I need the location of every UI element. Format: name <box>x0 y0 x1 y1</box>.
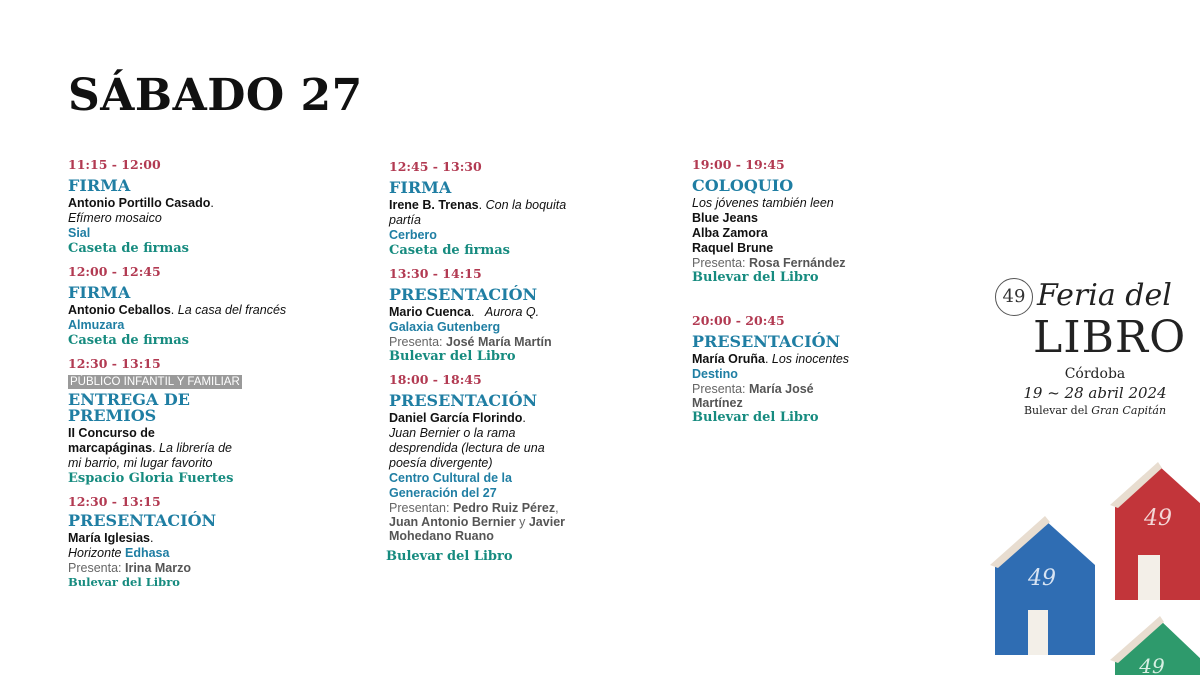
presenter-label: Presenta: <box>389 335 443 349</box>
event-place: Bulevar del Libro <box>68 575 180 589</box>
event-item <box>68 157 308 256</box>
publisher: Almuzara <box>68 318 125 332</box>
event-place: Caseta de firmas <box>389 243 510 258</box>
event-time: 11:15 - 12:00 <box>68 157 161 172</box>
event-time: 19:00 - 19:45 <box>692 157 785 172</box>
event-item <box>692 313 862 425</box>
house-number: 49 <box>1144 506 1172 531</box>
publisher: Sial <box>68 226 91 240</box>
venue-name: Gran Capitán <box>1091 404 1167 417</box>
schedule-column-3 <box>692 157 862 435</box>
event-type: PRESENTACIÓN <box>389 391 538 410</box>
page-title: SÁBADO 27 <box>68 70 363 121</box>
event-place: Caseta de firmas <box>68 241 189 256</box>
work-title: Horizonte <box>68 546 122 560</box>
event-item <box>389 266 569 364</box>
separator: . <box>478 198 483 212</box>
presenter-line <box>692 256 862 270</box>
separator: . <box>210 196 214 210</box>
event-description <box>389 198 569 243</box>
event-time: 12:30 - 13:15 <box>68 494 161 509</box>
event-place: Bulevar del Libro <box>386 549 513 564</box>
event-description <box>68 531 308 561</box>
work-title: Los inocentes <box>771 352 850 366</box>
blue-book-house <box>990 516 1095 655</box>
participant-name: Blue Jeans <box>692 211 759 225</box>
event-item <box>68 494 308 590</box>
event-description <box>389 305 569 335</box>
event-time: 18:00 - 18:45 <box>389 372 482 387</box>
author-name: Antonio Ceballos <box>68 303 171 317</box>
event-time: 13:30 - 14:15 <box>389 266 482 281</box>
event-time: 12:30 - 13:15 <box>68 356 161 371</box>
separator: . <box>764 352 769 366</box>
publisher: Galaxia Gutenberg <box>389 320 501 334</box>
house-number: 49 <box>1028 566 1056 591</box>
logo-feria-text: Feria del <box>1037 278 1172 313</box>
presenter-label: Presentan: <box>389 501 450 515</box>
conjunction: y <box>519 515 526 529</box>
event-item <box>386 372 569 564</box>
separator: . <box>152 441 156 455</box>
author-name: María Iglesias <box>68 531 150 545</box>
event-item <box>692 157 862 285</box>
work-title: Aurora Q. <box>484 305 540 319</box>
presenter-name: Rosa Fernández <box>749 256 846 270</box>
presenter-name: Juan Antonio Bernier <box>389 515 516 529</box>
event-item <box>389 159 569 258</box>
separator: , <box>555 501 559 515</box>
work-title: Con la boquita partía <box>389 198 567 227</box>
event-time: 12:00 - 12:45 <box>68 264 161 279</box>
event-description <box>68 196 308 241</box>
event-description <box>692 352 862 382</box>
green-book-house <box>1110 616 1200 675</box>
event-type: COLOQUIO <box>692 176 794 195</box>
event-time: 12:45 - 13:30 <box>389 159 482 174</box>
participant-name: Raquel Brune <box>692 241 774 255</box>
event-description <box>68 303 308 333</box>
work-title: Efímero mosaico <box>68 211 162 225</box>
event-type: FIRMA <box>68 283 131 302</box>
presenter-line <box>389 501 569 543</box>
event-type: FIRMA <box>68 176 131 195</box>
event-type: PRESENTACIÓN <box>692 332 841 351</box>
presenter-line <box>68 561 308 575</box>
presenter-line <box>389 335 569 349</box>
publisher: Cerbero <box>389 228 437 242</box>
event-place: Caseta de firmas <box>68 333 189 348</box>
event-item <box>68 264 308 348</box>
work-title: Juan Bernier o la rama desprendida (lectura de una poesía divergente) <box>389 426 545 470</box>
participant-name: Alba Zamora <box>692 226 768 240</box>
event-description <box>389 411 569 501</box>
event-theme: Los jóvenes también leen <box>692 196 834 210</box>
presenter-name: Irina Marzo <box>125 561 191 575</box>
edition-number-badge: 49 <box>995 278 1033 316</box>
presenter-label: Presenta: <box>692 382 746 396</box>
publisher: Edhasa <box>124 546 170 560</box>
event-description <box>68 426 243 471</box>
event-place: Bulevar del Libro <box>692 270 819 285</box>
publisher: Destino <box>692 367 738 381</box>
author-name: Mario Cuenca <box>389 305 471 319</box>
event-place: Bulevar del Libro <box>389 349 516 364</box>
event-type: FIRMA <box>389 178 452 197</box>
presenter-name: Javier Mohedano Ruano <box>389 515 566 543</box>
work-title: La librería de mi barrio, mi lugar favorito <box>68 441 233 470</box>
schedule-column-2 <box>386 159 569 574</box>
event-type: PRESENTACIÓN <box>68 511 217 530</box>
contest-name: II Concurso de marcapáginas <box>68 426 155 455</box>
event-item <box>68 356 308 486</box>
separator: . <box>470 305 475 319</box>
house-number: 49 <box>1139 654 1165 675</box>
event-type: ENTREGA DE PREMIOS <box>68 390 190 425</box>
event-time: 20:00 - 20:45 <box>692 313 785 328</box>
author-name: Antonio Portillo Casado <box>68 196 211 210</box>
separator: . <box>150 531 154 545</box>
author-name: Daniel García Florindo <box>389 411 523 425</box>
schedule-column-1 <box>68 157 308 600</box>
book-houses-illustration <box>990 460 1200 675</box>
presenter-label: Presenta: <box>692 256 746 270</box>
event-place: Bulevar del Libro <box>692 410 819 425</box>
presenter-name: José María Martín <box>446 335 552 349</box>
publisher: Centro Cultural de la Generación del 27 <box>389 471 512 500</box>
logo-city: Córdoba <box>1064 366 1126 382</box>
separator: . <box>170 303 175 317</box>
presenter-name: María José Martínez <box>692 382 814 410</box>
logo-dates: 19 ~ 28 abril 2024 <box>1023 384 1167 402</box>
presenter-label: Presenta: <box>68 561 122 575</box>
venue-prefix: Bulevar del <box>1023 404 1088 417</box>
presenter-line <box>692 382 862 410</box>
event-type: PRESENTACIÓN <box>389 285 538 304</box>
feria-del-libro-logo <box>995 276 1195 426</box>
work-title: La casa del francés <box>177 303 287 317</box>
logo-venue <box>995 404 1195 417</box>
event-description <box>692 196 862 256</box>
separator: . <box>522 411 526 425</box>
author-name: Irene B. Trenas <box>389 198 479 212</box>
audience-tag: PÚBLICO INFANTIL Y FAMILIAR <box>70 376 240 388</box>
presenter-name: Pedro Ruiz Pérez <box>452 501 556 515</box>
logo-libro-text: LIBRO <box>1033 312 1187 363</box>
author-name: María Oruña <box>692 352 765 366</box>
red-book-house <box>1110 462 1200 600</box>
event-place: Espacio Gloria Fuertes <box>68 471 234 486</box>
